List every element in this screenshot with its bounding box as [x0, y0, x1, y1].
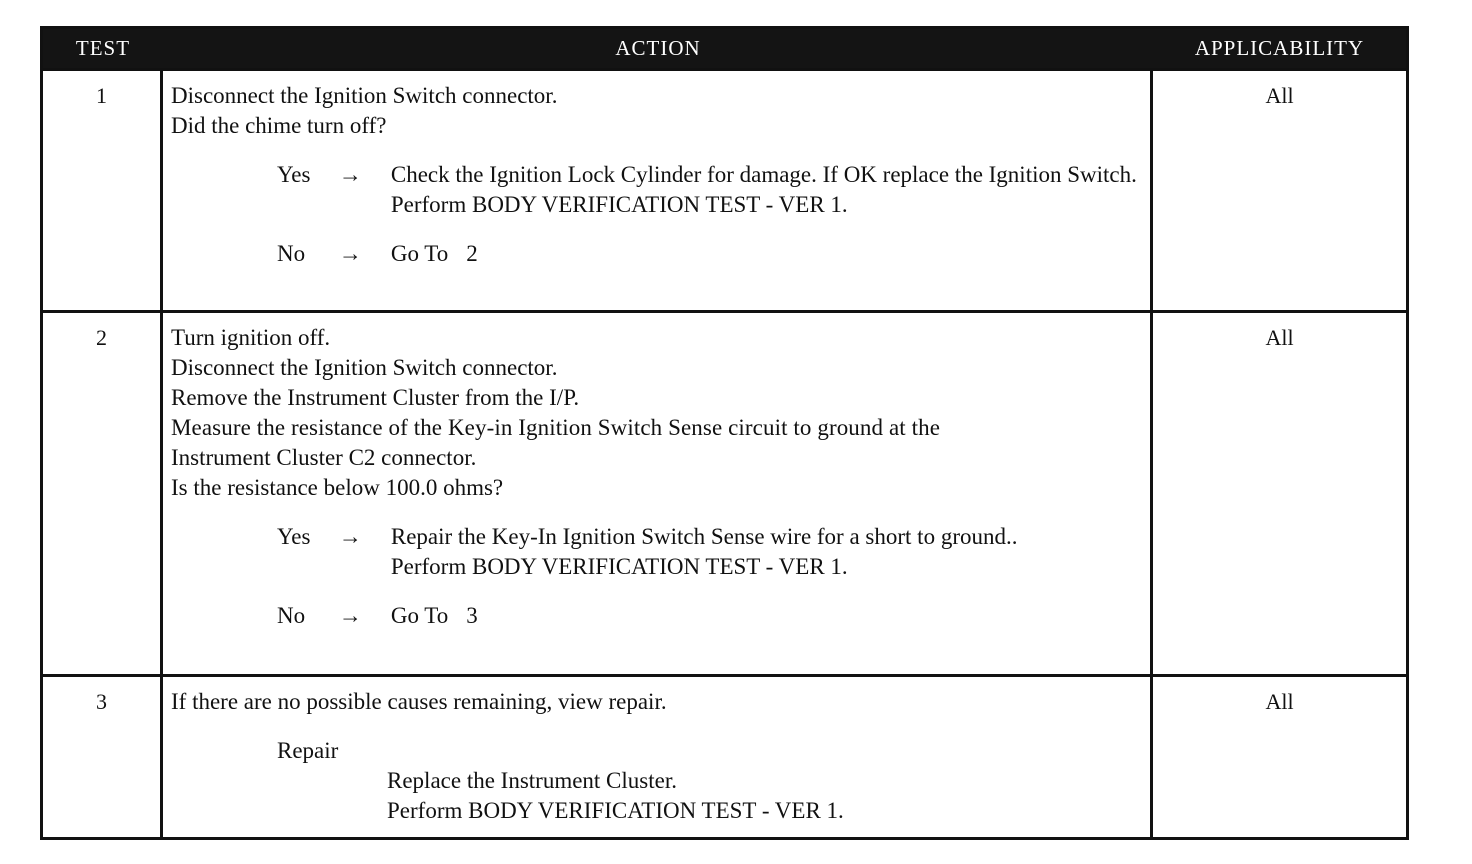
applicability-cell: All: [1265, 83, 1294, 108]
yes-label: Yes: [277, 524, 311, 549]
applicability-cell: All: [1265, 325, 1294, 350]
yes-text: Perform BODY VERIFICATION TEST - VER 1.: [390, 192, 848, 217]
yes-text: Check the Ignition Lock Cylinder for damage. If OK replace the Ignition Switch.: [390, 162, 1137, 187]
yes-label: Yes: [277, 162, 311, 187]
test-number: 1: [43, 71, 163, 310]
action-line: If there are no possible causes remaining, view repair.: [171, 689, 667, 714]
no-body: [391, 239, 1142, 269]
action-line: Did the chime turn off?: [171, 113, 387, 138]
action-cell: [163, 313, 1153, 674]
action-cell: [163, 677, 1153, 837]
arrow-icon: →: [338, 162, 362, 187]
no-label: No: [277, 241, 306, 266]
action-line: Turn ignition off.: [171, 325, 331, 350]
diagnostic-table: [40, 26, 1409, 840]
repair-text: Replace the Instrument Cluster.: [387, 768, 677, 793]
header-test: TEST: [75, 36, 131, 60]
yes-response: [171, 160, 1142, 220]
table-row: [43, 68, 1406, 310]
no-label: No: [277, 603, 306, 628]
yes-response: [171, 522, 1142, 582]
action-line: Disconnect the Ignition Switch connector.: [171, 83, 558, 108]
repair-text: Perform BODY VERIFICATION TEST - VER 1.: [387, 798, 844, 823]
action-cell: [163, 71, 1153, 310]
table-row: [43, 674, 1406, 837]
action-line: Is the resistance below 100.0 ohms?: [171, 475, 504, 500]
goto-text: Go To: [390, 241, 449, 266]
header-action: ACTION: [615, 36, 701, 60]
goto-target: 3: [466, 603, 478, 628]
action-line: Instrument Cluster C2 connector.: [171, 445, 477, 470]
yes-body: [391, 160, 1142, 220]
arrow-icon: →: [338, 241, 362, 266]
header-applicability: APPLICABILITY: [1194, 36, 1365, 60]
repair-label: Repair: [277, 738, 339, 763]
arrow-icon: →: [338, 524, 362, 549]
no-response: [171, 601, 1142, 631]
action-line: Remove the Instrument Cluster from the I/P.: [171, 385, 580, 410]
test-number: 2: [43, 313, 163, 674]
arrow-icon: →: [338, 603, 362, 628]
goto-text: Go To: [390, 603, 449, 628]
no-response: [171, 239, 1142, 269]
test-number: 3: [43, 677, 163, 837]
action-line: Measure the resistance of the Key-in Ignition Switch Sense circuit to ground at the: [171, 415, 941, 440]
applicability-cell: All: [1265, 689, 1294, 714]
table-header: [43, 29, 1406, 68]
action-line: Disconnect the Ignition Switch connector.: [171, 355, 558, 380]
no-body: [391, 601, 1142, 631]
yes-body: [391, 522, 1142, 582]
repair-body: [387, 766, 1142, 826]
goto-target: 2: [466, 241, 478, 266]
yes-text: Repair the Key-In Ignition Switch Sense wire for a short to ground..: [390, 524, 1018, 549]
yes-text: Perform BODY VERIFICATION TEST - VER 1.: [390, 554, 848, 579]
table-row: [43, 310, 1406, 674]
